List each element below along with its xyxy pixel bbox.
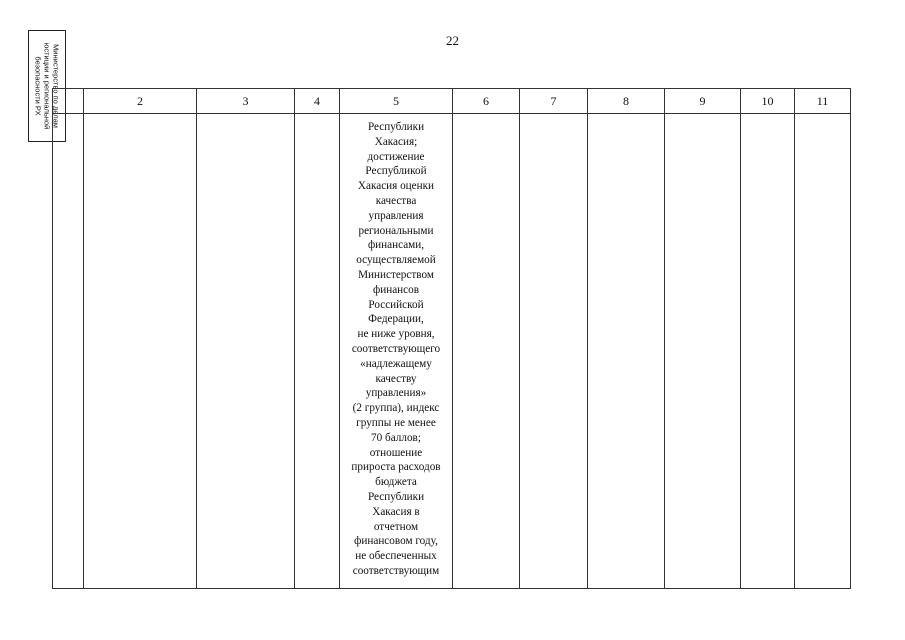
text-line: группы не менее [356, 416, 436, 429]
page-number: 22 [446, 33, 459, 48]
text-line: осуществляемой [356, 254, 436, 267]
table-cell-col-5 [340, 114, 453, 589]
text-line: (2 группа), индекс [352, 402, 440, 415]
table-cell-col-1 [53, 114, 84, 589]
text-line: Хакасия оценки [357, 180, 435, 193]
text-line: 70 баллов; [371, 431, 421, 444]
text-line: прироста расходов [351, 461, 441, 474]
table-cell-col-3 [197, 114, 295, 589]
column-header-9: 9 [665, 89, 741, 114]
column-header-2: 2 [84, 89, 197, 114]
table-cell-col-11 [795, 114, 851, 589]
table-header-row [53, 89, 851, 114]
text-line: Российской [368, 298, 424, 311]
text-line: Хакасия; [374, 135, 418, 148]
document-table [52, 88, 851, 589]
table-cell-col-4 [295, 114, 340, 589]
column-5-text [340, 114, 452, 579]
text-line: Республики [367, 121, 425, 133]
column-header-11: 11 [795, 89, 851, 114]
text-line: достижение [367, 150, 425, 163]
column-header-4: 4 [295, 89, 340, 114]
table-cell-col-8 [588, 114, 665, 589]
text-line: Республики [367, 490, 425, 503]
column-header-10: 10 [741, 89, 795, 114]
text-line: Республикой [365, 165, 427, 178]
table-cell-col-6 [453, 114, 520, 589]
column-header-7: 7 [520, 89, 588, 114]
text-line: отчетном [373, 520, 419, 533]
text-line: «надлежащему [360, 357, 432, 370]
text-line: управления [368, 209, 424, 222]
column-header-1 [53, 89, 84, 114]
text-line: не ниже уровня, [357, 328, 435, 341]
table-cell-col-9 [665, 114, 741, 589]
text-line: финансовом году, [354, 535, 438, 548]
text-line: бюджета [375, 476, 417, 489]
text-line: качества [375, 194, 417, 207]
table-cell-col-10 [741, 114, 795, 589]
text-line: Федерации, [368, 313, 424, 326]
text-line: соответствующим [352, 564, 440, 577]
column-header-3: 3 [197, 89, 295, 114]
text-line: управления» [365, 387, 427, 400]
stamp-text: Министерство по делам юстиции и региональной безопасности РХ [33, 42, 61, 130]
text-line: качеству [375, 372, 417, 385]
text-line: Министерством [358, 268, 434, 281]
column-header-5: 5 [340, 89, 453, 114]
text-line: не обеспеченных [355, 550, 437, 563]
column-header-6: 6 [453, 89, 520, 114]
column-header-8: 8 [588, 89, 665, 114]
table-cell-col-2 [84, 114, 197, 589]
text-line: соответствующего [351, 342, 441, 355]
table-cell-col-7 [520, 114, 588, 589]
text-line: финансами, [367, 239, 425, 252]
text-line: финансов [372, 283, 420, 296]
text-line: региональными [358, 224, 434, 237]
text-line: отношение [369, 446, 423, 459]
table-row [53, 114, 851, 589]
text-line: Хакасия в [372, 505, 420, 518]
